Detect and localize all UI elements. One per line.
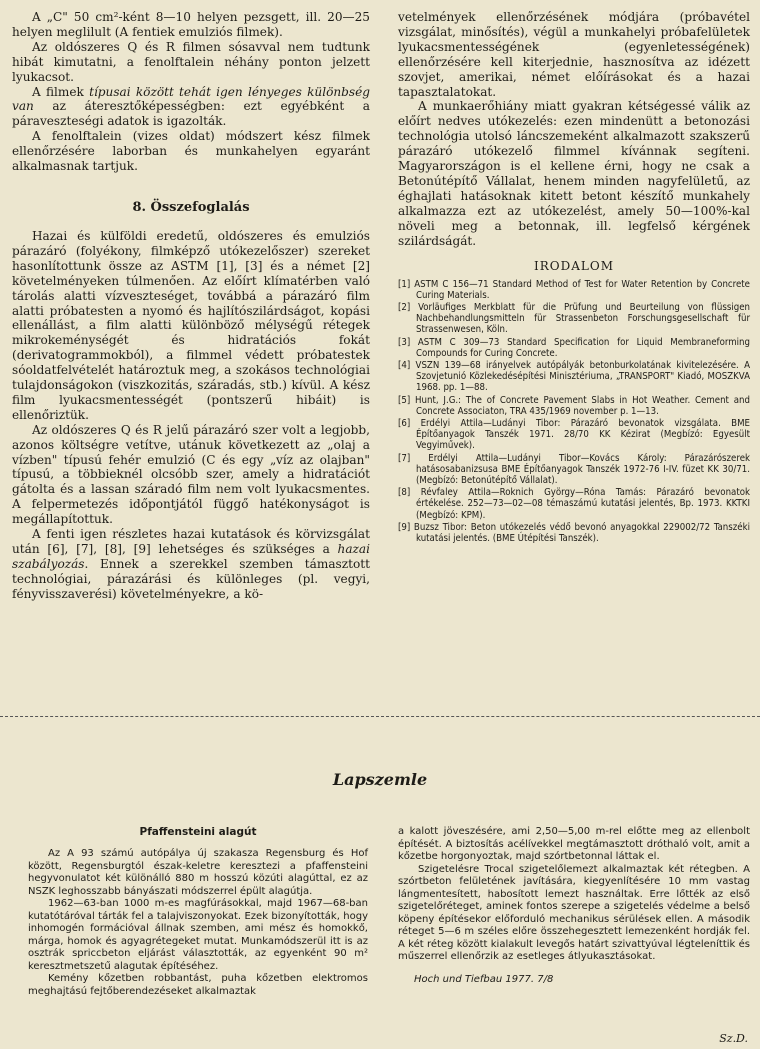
top-right-column [398,10,750,545]
paragraph: Kemény kőzetben robbantást, puha kőzetben elektromos meghajtású fejtőberendezéseket alkalmaztak [28,973,368,997]
paragraph [12,527,370,602]
references-title: IRODALOM [534,258,614,273]
paragraph: Hazai és külföldi eredetű, oldószeres és emulziós párazáró (folyékony, filmképző utókezelőszer) szereket hasonlítottunk össze az ASTM [1], [3] és a német [2] követelményeken túlmenően. Az előírt klímatérben való tárolás alatti vízveszteséget, továbbá a párazáró film alatti próbatesten a nyomó és hajlítószilárdságot, kopási ellenállást, a film alatti különböző mélységű rétegek mikrokeménységét és hidratációs fokát (derivatogrammokból), a filmmel védett próbatestek sóoldatfelvételét határoztuk meg, a szokásos technológiai tulajdonságokon (viszkozitás, száradás, stb.) kívül. A kész film lyukacsmentességét (pontszerű hibáit) is ellenőriztük. [12,228,370,422]
bottom-left-column [28,826,368,998]
paragraph: Az oldószeres Q és R filmen sósavval nem tudtunk hibát kimutatni, a fenolftalein néhány ponton jelzett lyukacsot. [12,39,370,84]
emphasis-text: típusai között tehát igen lényeges különbség van [12,84,370,114]
reference-item: [1] ASTM C 156—71 Standard Method of Test for Water Retention by Concrete Curing Materials. [398,278,750,301]
paragraph: A „C" 50 cm²-ként 8—10 helyen pezsgett, ill. 20—25 helyen meglilult (A fentiek emulziós filmek). [12,10,370,39]
reference-item: [8] Révfaley Attila—Roknich György—Róna Tamás: Párazáró bevonatok értékelése. 252—73—02—08 témaszámú kutatási jelentés, Bp. 1973. KKTKI (Megbízó: KPM). [398,487,750,521]
reference-item: [4] VSZN 139—68 irányelvek autópályák betonburkolatának kivitelezésére. A Szovjetunió Közlekedésépítési Minisztériuma, „TRANSPORT" Kiadó, MOSZKVA 1968. pp. 1—88. [398,359,750,394]
emphasis-text: hazai szabályozás [12,542,370,571]
paragraph: A munkaerőhiány miatt gyakran kétségessé válik az előírt nedves utókezelés: ezen mindenütt a betonozási technológia utolsó láncszemeként alkalmazott szakszerű párazáró utókezelő filmmel kívánnak segíteni. Magyarországon is el kellene érni, hogy ne csak a Betonútépítő Vállalat, henem minden nagyfelületű, az éghajlati hatásoknak kitett betont készítő munkahely alkalmazza ezt az utókezelést, amely 50—100%-kal növeli meg a betonnak, ill. legfelső kérgének szilárdságát. [398,99,750,248]
paragraph: 1962—63-ban 1000 m-es magfúrásokkal, majd 1967—68-ban kutatótáróval tárták fel a talajviszonyokat. Ezek bizonyították, hogy inhomogén formációval állnak szemben, ami mész és homokkő, márga, homok és agyagrétegeket mutat. Munkamódszerül itt is az osztrák spriccbeton eljárást választották, az egyenként 90 m² keresztmetszetű alagutak építéséhez. [28,898,368,972]
lapszemle-title: Lapszemle [332,770,428,789]
article-title: Pfaffensteini alagút [139,826,257,838]
paragraph: Az oldószeres Q és R jelű párazáró szer volt a legjobb, azonos költségre vetítve, utánuk következett az „olaj a vízben" típusú fehér emulzió (C és egy „víz az olajban" típusú, a többieknél olcsóbb szer, amely a hidratációt gátolta és a lassan száradó film nem volt lyukacsmentes. A felpermetezés időpontjától függő hatékonyságot is megállapítottuk. [12,422,370,527]
bottom-right-column [398,826,750,986]
paragraph: a kalott jöveszésére, ami 2,50—5,00 m-rel előtte meg az ellenbolt építését. A biztosítás acélívekkel megtámasztott dróthaló volt, amit a kőzetbe horgonyoztak, majd szórtbetonnal láttak el. [398,826,750,862]
text-run: A filmek [32,84,90,99]
section-divider [0,716,760,717]
paragraph: A fenolftalein (vizes oldat) módszert kész filmek ellenőrzésére laborban és munkahelyen egyaránt alkalmasnak tartjuk. [12,129,370,174]
paragraph [12,85,370,130]
paragraph: Az A 93 számú autópálya új szakasza Regensburg és Hof között, Regensburgtól észak-keletre keresztezi a pfaffensteini hegyvonulatot két különálló 880 m hosszú közúti alagúttal, ez az NSZK leghosszabb bányászati módszerrel épült alagútja. [28,848,368,897]
reference-item: [2] Vorläufiges Merkblatt für die Prüfung und Beurteilung von flüssigen Nachbehandlungsmitteln für Strassenbeton Forschungsgesellschaft für Strassenwesen, Köln. [398,301,750,336]
reference-item: [9] Buzsz Tibor: Beton utókezelés védő bevonó anyagokkal 229002/72 Tanszéki kutatási jelentés. (BME Útépítési Tanszék). [398,521,750,544]
text-run: A fenti igen részletes hazai kutatások és körvizsgálat után [6], [7], [8], [9] lehetséges és szükséges a [12,527,370,556]
paragraph: Szigetelésre Trocal szigetelőlemezt alkalmaztak két rétegben. A szórtbeton felületének javítására, kiegyenlítésére 10 mm vastag lángmentesített, habosított lemezt használtak. Erre lőtték az első szigetelőréteget, aminek fontos szerepe a szigetelés védelme a belső köpeny építésekor előforduló mechanikus sérülések ellen. A második réteget 5—6 m széles előre összehegesztett lemezenként hordják fel. A két réteg között kialakult levegős határt szivattyúval légteleníttik és műszerrel ellenőrzik az esetleges átlyukasztásokat. [398,863,750,962]
reference-item: [3] ASTM C 309—73 Standard Specification for Liquid Membraneforming Compounds for Curing Concrete. [398,336,750,359]
source-citation: Hoch und Tiefbau 1977. 7/8 [414,973,554,985]
text-run: az áteresztőképességben: ezt egyébként a páraveszteségi adatok is igazolták. [12,99,370,129]
reference-item: [6] Erdélyi Attila—Ludányi Tibor: Párazáró bevonatok vizsgálata. BME Építőanyagok Tanszék 1971. 28/70 KK Kézirat (Megbízó: Egyesült Vegyiművek). [398,417,750,452]
reference-item: [5] Hunt, J.G.: The of Concrete Pavement Slabs in Hot Weather. Cement and Concrete Associaton, TRA 435/1969 november p. 1—13. [398,394,750,417]
text-run: . Ennek a szerekkel szemben támasztott technológiai, párazárási és különleges (pl. vegyi, fényvisszaverési) követelményekre, a kö- [12,556,370,601]
paragraph: vetelmények ellenőrzésének módjára (próbavétel vizsgálat, minősítés), végül a munkahelyi próbafelületek lyukacsmentességének (egyenletességének) ellenőrzésére kell kiterjednie, hasznosítva az idézett szovjet, amerikai, német előírásokat és a hazai tapasztalatokat. [398,10,750,99]
signature: Sz.D. [719,1032,748,1045]
reference-item: [7] Erdélyi Attila—Ludányi Tibor—Kovács Károly: Párazárószerek hatásosabanizsusa BME Építőanyagok Tanszék 1972-76 I-IV. füzet KK 30/71. (Megbízó: Betonútépítő Vállalat). [398,452,750,486]
section-title: 8. Összefoglalás [132,199,250,215]
top-left-column [12,10,370,602]
references-list [398,279,750,545]
